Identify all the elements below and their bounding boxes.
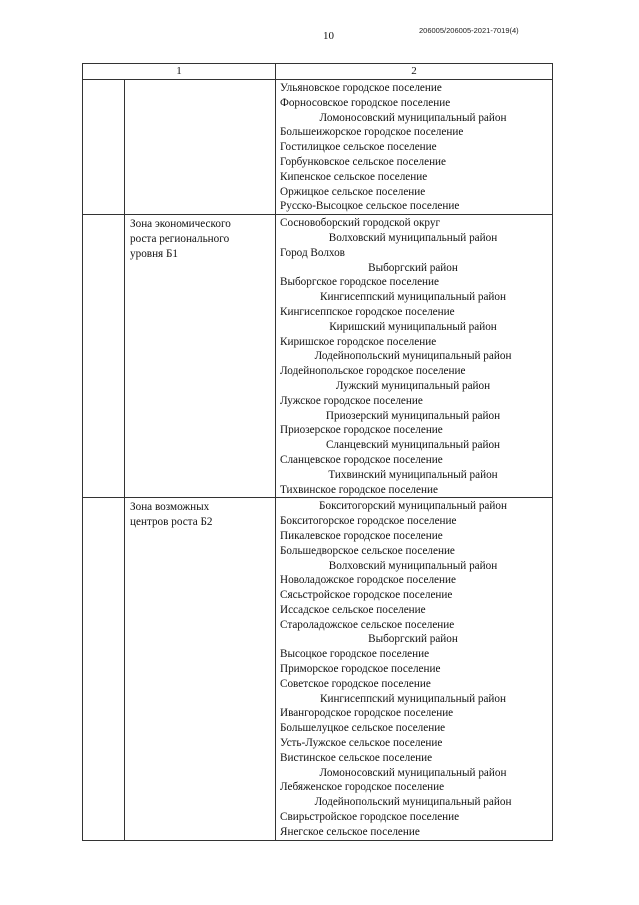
zone-name-line: Зона экономического <box>130 218 231 231</box>
table-header-row <box>83 64 552 80</box>
district-heading: Бокситогорский муниципальный район <box>319 500 507 513</box>
municipalities-cell <box>276 80 552 214</box>
blank-cell <box>83 80 125 214</box>
settlement-item: Приморское городское поселение <box>280 663 441 676</box>
settlement-item: Советское городское поселение <box>280 677 431 690</box>
settlement-item: Сосновоборский городской округ <box>280 217 441 230</box>
zone-name-line: Зона возможных <box>130 501 210 514</box>
settlement-item: Кипенское сельское поселение <box>280 170 428 183</box>
table-row <box>83 498 552 839</box>
settlement-item: Приозерское городское поселение <box>280 424 443 437</box>
district-heading: Сланцевский муниципальный район <box>325 439 501 452</box>
settlement-item: Сланцевское городское поселение <box>280 453 443 466</box>
table-row <box>83 80 552 215</box>
settlement-item: Староладожское сельское поселение <box>280 618 455 631</box>
table-body <box>83 80 552 840</box>
settlement-item: Большелуцкое сельское поселение <box>280 722 446 735</box>
settlement-item: Лужское городское поселение <box>280 394 423 407</box>
settlement-item: Иссадское сельское поселение <box>280 603 426 616</box>
district-heading: Киришский муниципальный район <box>329 320 497 333</box>
municipalities-cell <box>276 215 552 497</box>
zone-name-line: центров роста Б2 <box>130 516 213 529</box>
zone-name-line: уровня Б1 <box>130 247 179 260</box>
municipalities-cell <box>276 498 552 839</box>
document-number: 206005/206005-2021-7019(4) <box>419 26 519 35</box>
settlement-item: Усть-Лужское сельское поселение <box>280 737 443 750</box>
settlement-item: Гостилицкое сельское поселение <box>280 141 437 154</box>
settlement-item: Ивангородское городское поселение <box>280 707 454 720</box>
district-heading: Волховский муниципальный район <box>328 231 498 244</box>
zone-name-line: роста регионального <box>130 232 230 245</box>
district-heading: Выборгский район <box>368 633 458 646</box>
district-heading: Ломоносовский муниципальный район <box>319 766 507 779</box>
settlement-item: Форносовское городское поселение <box>280 96 451 109</box>
district-heading: Тихвинский муниципальный район <box>328 468 498 481</box>
district-heading: Волховский муниципальный район <box>328 559 498 572</box>
zone-name-cell <box>125 80 276 214</box>
settlement-item: Кингисеппское городское поселение <box>280 305 455 318</box>
zone-name-cell <box>125 498 276 839</box>
settlement-item: Лодейнопольское городское поселение <box>280 365 466 378</box>
page-number: 10 <box>323 30 334 42</box>
settlement-item: Сясьстройское городское поселение <box>280 589 453 602</box>
blank-cell <box>83 215 125 497</box>
district-heading: Выборгский район <box>368 261 458 274</box>
district-heading: Лодейнопольский муниципальный район <box>314 796 512 809</box>
settlement-item: Большеижорское городское поселение <box>280 126 464 139</box>
district-heading: Кингисеппский муниципальный район <box>320 692 506 705</box>
district-heading: Ломоносовский муниципальный район <box>319 111 507 124</box>
settlement-item: Свирьстройское городское поселение <box>280 811 460 824</box>
blank-cell <box>83 498 125 839</box>
settlement-item: Горбунковское сельское поселение <box>280 155 447 168</box>
zone-name-cell <box>125 215 276 497</box>
column-header-2: 2 <box>411 65 417 77</box>
settlement-item: Тихвинское городское поселение <box>280 483 438 496</box>
district-heading: Приозерский муниципальный район <box>325 409 501 422</box>
settlement-item: Янегское сельское поселение <box>280 825 420 838</box>
settlement-item: Русско-Высоцкое сельское поселение <box>280 200 460 213</box>
settlement-item: Город Волхов <box>280 246 345 259</box>
settlement-item: Лебяженское городское поселение <box>280 781 445 794</box>
column-header-1: 1 <box>83 64 276 79</box>
district-heading: Кингисеппский муниципальный район <box>320 291 506 304</box>
settlement-item: Бокситогорское городское поселение <box>280 515 457 528</box>
table-row <box>83 215 552 498</box>
settlement-item: Оржицкое сельское поселение <box>280 185 426 198</box>
settlement-item: Большедворское сельское поселение <box>280 544 455 557</box>
settlement-item: Вистинское сельское поселение <box>280 751 433 764</box>
zones-table <box>82 63 553 841</box>
district-heading: Лодейнопольский муниципальный район <box>314 350 512 363</box>
settlement-item: Высоцкое городское поселение <box>280 648 430 661</box>
settlement-item: Выборгское городское поселение <box>280 276 439 289</box>
settlement-item: Киришское городское поселение <box>280 335 437 348</box>
settlement-item: Ульяновское городское поселение <box>280 82 442 94</box>
settlement-item: Новоладожское городское поселение <box>280 574 456 587</box>
settlement-item: Пикалевское городское поселение <box>280 529 443 542</box>
district-heading: Лужский муниципальный район <box>335 379 491 392</box>
